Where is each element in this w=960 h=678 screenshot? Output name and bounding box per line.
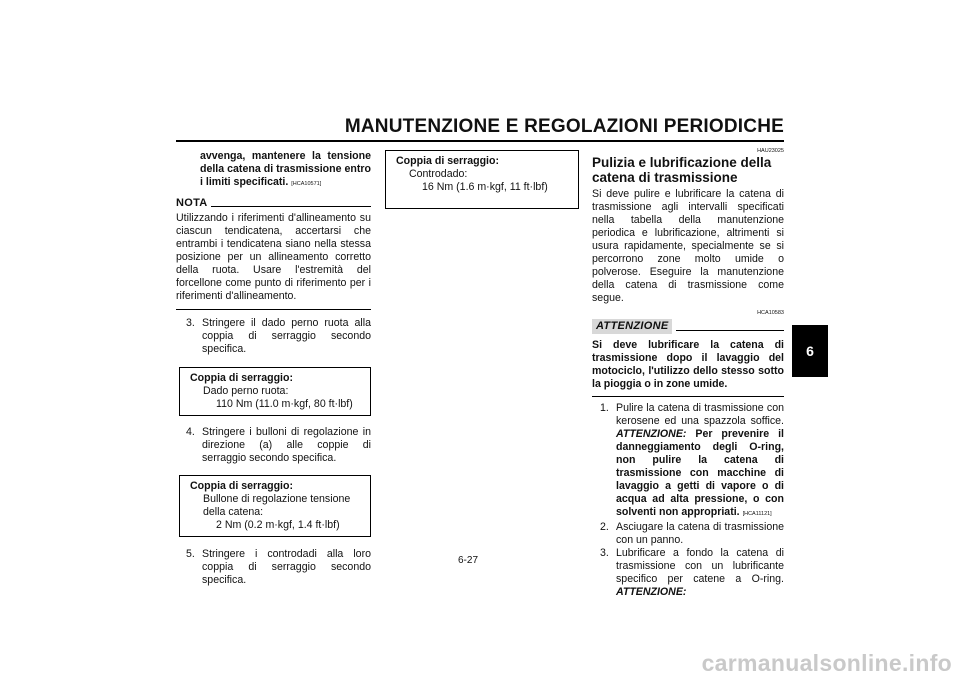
chain-step-1-code: [HCA11121]	[742, 511, 772, 517]
caution-label: ATTENZIONE	[592, 319, 672, 334]
caution-heading	[592, 319, 784, 334]
chain-step-2-text: Asciugare la catena di trasmissione con un panno.	[616, 521, 784, 546]
column-left	[176, 150, 371, 587]
section-title: Pulizia e lubrificazione della catena di trasmissione	[592, 155, 772, 185]
chapter-tab: 6	[792, 325, 828, 377]
torque-box-value: 2 Nm (0.2 m·kgf, 1.4 ft·lbf)	[216, 519, 340, 531]
chain-step-3	[592, 547, 784, 599]
torque-box-item: Dado perno ruota:	[203, 385, 289, 397]
step-3	[176, 317, 371, 356]
torque-box-value: 110 Nm (11.0 m·kgf, 80 ft·lbf)	[216, 398, 353, 410]
chain-step-1-text: Pulire la catena di trasmissione con kerosene ed una spazzola soffice.	[616, 402, 784, 427]
chain-step-3-text: Lubrificare a fondo la catena di trasmissione con un lubrificante specifico per catene a O-ring.	[616, 547, 784, 585]
note-heading-line	[211, 206, 371, 207]
note-heading	[176, 197, 371, 210]
step-5	[176, 548, 371, 587]
chain-step-1-number: 1.	[600, 402, 609, 414]
chain-step-3-number: 3.	[600, 547, 609, 559]
step-4-number: 4.	[186, 426, 195, 438]
caution-text: Si deve lubrificare la catena di trasmissione dopo il lavaggio del motociclo, l'utilizzo dello stesso sotto la pioggia o in zone umide.	[592, 339, 784, 390]
step-5-text: Stringere i controdadi alla loro coppia di serraggio secondo specifica.	[202, 548, 371, 586]
caution-end-rule	[592, 396, 784, 397]
step-4	[176, 426, 371, 465]
chain-step-1-caution-text: Per prevenire il danneggiamento degli O-ring, non pulire la catena di trasmissione con macchine di lavaggio a getti di vapore o di acqua ad alta pressione, o con solventi non appropriati.	[616, 428, 784, 518]
torque-box-title: Coppia di serraggio:	[396, 155, 500, 167]
note-label: NOTA	[176, 197, 208, 209]
section-code: HAU23025	[757, 148, 784, 154]
torque-box-axle-nut	[179, 367, 371, 416]
torque-box-adjusting-bolt	[179, 475, 371, 537]
caution-heading-line	[676, 330, 784, 331]
step-4-text: Stringere i bulloni di regolazione in direzione (a) alle coppie di serraggio secondo specifica.	[202, 426, 371, 464]
step-5-number: 5.	[186, 548, 195, 560]
chain-step-3-caution: ATTENZIONE:	[616, 586, 687, 598]
chain-step-1-body	[616, 402, 784, 521]
torque-box-locknut	[385, 150, 579, 209]
footer-watermark: carmanualsonline.info	[701, 650, 952, 676]
torque-box-item: Bullone di regolazione tensione della catena:	[203, 493, 351, 518]
column-right	[592, 148, 784, 599]
page-header-title: MANUTENZIONE E REGOLAZIONI PERIODICHE	[344, 116, 784, 137]
torque-box-title: Coppia di serraggio:	[190, 480, 294, 492]
page-number: 6-27	[458, 555, 479, 566]
intro-warning-text: avvenga, mantenere la tensione della catena di trasmissione entro i limiti specificati.	[200, 150, 371, 188]
intro-code: [HCA10571]	[291, 181, 322, 187]
section-body: Si deve pulire e lubrificare la catena di trasmissione agli intervalli specificati nella tabella della manutenzione periodica e lubrificazione, altrimenti si usura rapidamente, specialmente se si percorrono zone molto umide o polverose. Eseguire la manutenzione della catena di trasmissione come segue.	[592, 188, 784, 304]
torque-box-item: Controdado:	[409, 168, 468, 180]
note-text: Utilizzando i riferimenti d'allineamento su ciascun tendicatena, accertarsi che entrambi i tendicatena siano nella stessa posizione per un allineamento corretto della ruota. Usare l'estremità del forcellone come punto di riferimento per i riferimenti d'allineamento.	[176, 212, 371, 302]
column-middle	[385, 150, 579, 209]
chain-step-2	[592, 521, 784, 547]
chain-step-3-body	[616, 547, 784, 599]
chain-step-1-caution: ATTENZIONE:	[616, 428, 687, 440]
note-end-rule	[176, 309, 371, 310]
chain-step-1	[592, 402, 784, 521]
step-3-text: Stringere il dado perno ruota alla coppia di serraggio secondo specifica.	[202, 317, 371, 355]
chain-step-2-number: 2.	[600, 521, 609, 533]
torque-box-value: 16 Nm (1.6 m·kgf, 11 ft·lbf)	[422, 181, 548, 193]
torque-box-title: Coppia di serraggio:	[190, 372, 294, 384]
caution-code: HCA10583	[757, 310, 784, 316]
header-rule	[176, 140, 784, 142]
intro-warning	[176, 150, 371, 191]
step-3-number: 3.	[186, 317, 195, 329]
